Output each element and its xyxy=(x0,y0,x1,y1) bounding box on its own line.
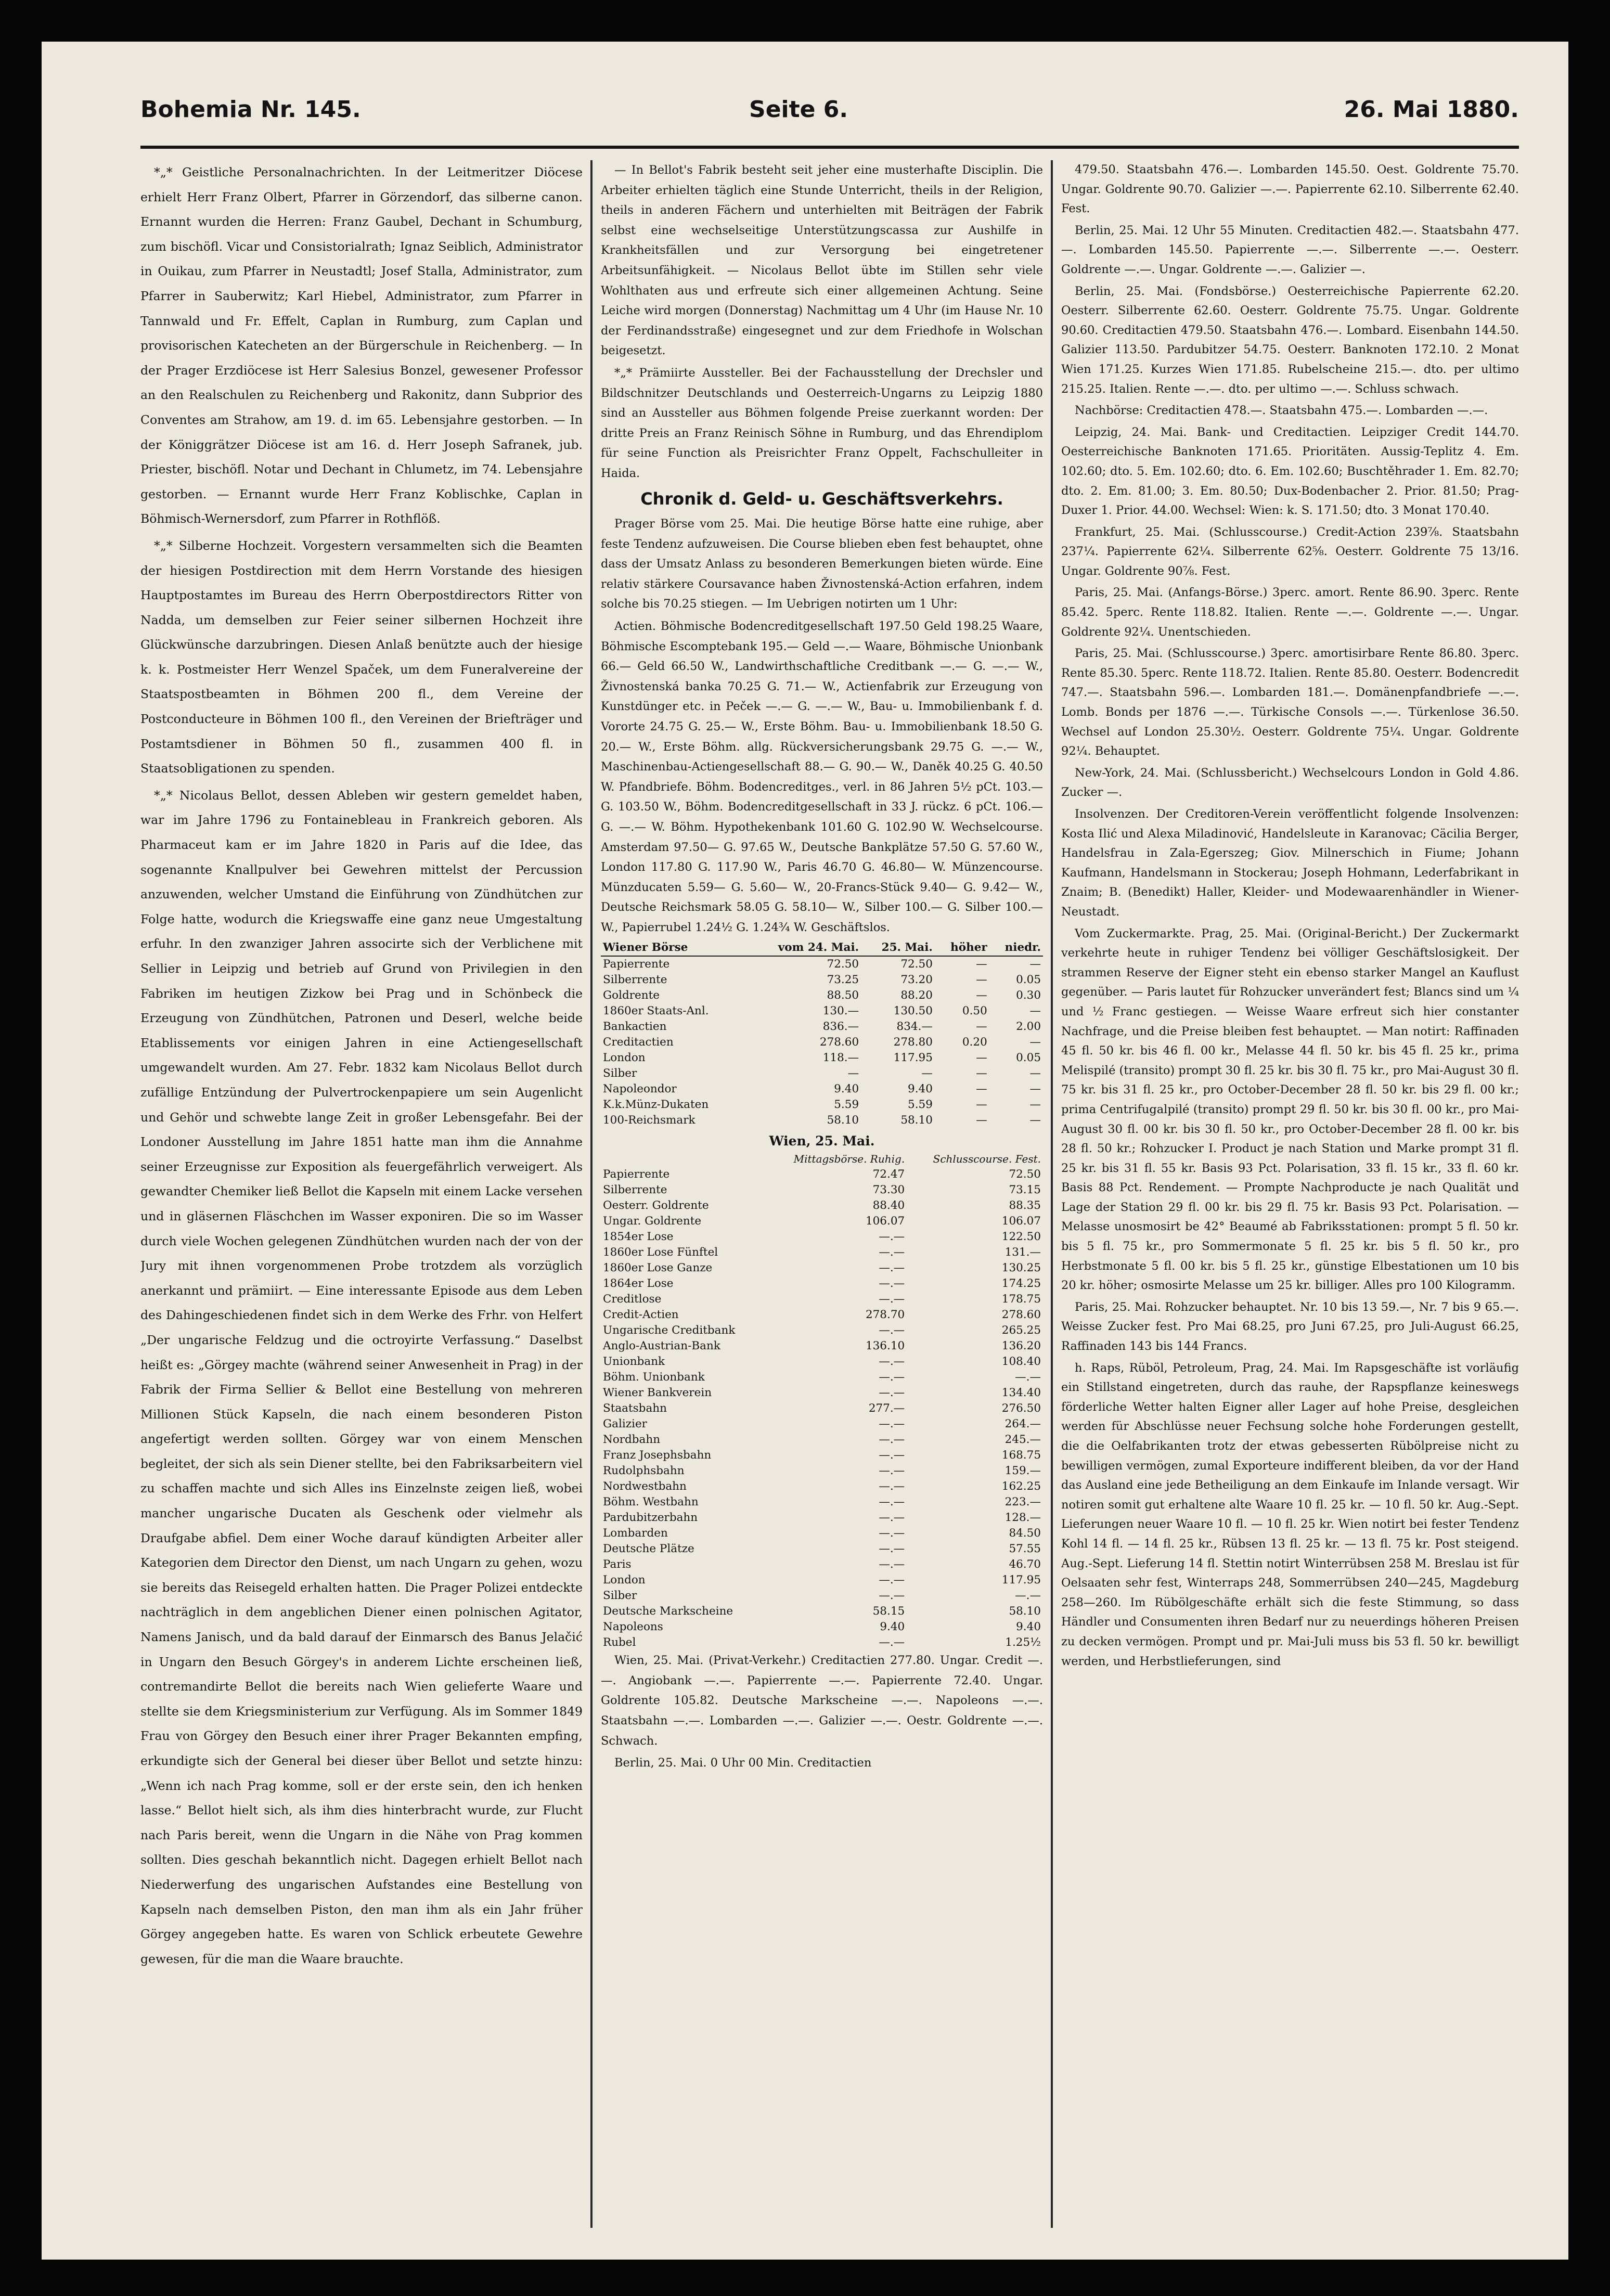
row-value: 168.75 xyxy=(1001,1449,1041,1462)
table-row xyxy=(601,1307,1043,1323)
row-value: — xyxy=(976,957,987,971)
row-label: Ungarische Creditbank xyxy=(603,1324,736,1337)
table-row xyxy=(601,972,1043,988)
row-value: —.— xyxy=(879,1589,905,1603)
masthead-issue: Bohemia Nr. 145. xyxy=(140,96,361,123)
row-value: — xyxy=(976,1098,987,1111)
prager-boerse-report: Prager Börse vom 25. Mai. Die heutige Börse hatte eine ruhige, aber feste Tendenz aufzuweisen. Die Course blieben eben fest behauptet, ohne dass der Umsatz Anlass zu besonderen Bemerkungen bieten würde. Eine relativ stärkere Coursavance haben Živnostenská-Action erfahren, indem solche bis 70.25 stiegen. — Im Uebrigen notirten um 1 Uhr: xyxy=(601,517,1043,611)
wien-table-body xyxy=(601,1167,1043,1650)
row-value: —.— xyxy=(879,1558,905,1571)
table-row xyxy=(601,1370,1043,1385)
table-row xyxy=(601,1113,1043,1128)
row-value: 88.50 xyxy=(827,988,859,1002)
row-label: K.k.Münz-Dukaten xyxy=(603,1098,709,1111)
row-value: 134.40 xyxy=(1001,1386,1041,1400)
row-value: 58.10 xyxy=(1009,1605,1041,1618)
article-silberne-hochzeit: *„* Silberne Hochzeit. Vorgestern versammelten sich die Beamten der hiesigen Postdirection mit dem Herrn Vorstande des hiesigen Hauptpostamtes im Bureau des Herrn Oberpostdirectors Ritter von Nadda, um demselben zur Feier seiner silbernen Hochzeit ihre Glückwünsche darzubringen. Diesen Anlaß benützte auch der hiesige k. k. Postmeister Herr Wenzel Spaček, um dem Funeralvereine der Staatspostbeamten in Böhmen 200 fl., dem Vereine der Postconducteure in Böhmen 100 fl., den Vereinen der Briefträger und Postamtsdiener in Böhmen 50 fl., zusammen 400 fl. in Staatsobligationen zu spenden. xyxy=(140,538,583,776)
row-value: 73.15 xyxy=(1009,1183,1041,1197)
row-value: — xyxy=(847,1066,859,1080)
row-value: 9.40 xyxy=(834,1082,859,1095)
table-row xyxy=(601,1432,1043,1448)
table-row xyxy=(601,1588,1043,1604)
row-value: 0.05 xyxy=(1016,1051,1041,1064)
table-row xyxy=(601,1385,1043,1401)
table-row xyxy=(601,1354,1043,1370)
table-row xyxy=(601,1541,1043,1557)
header-rule xyxy=(140,146,1519,149)
frankfurt-report: Frankfurt, 25. Mai. (Schlusscourse.) Credit-Action 239⅞. Staatsbahn 237¼. Papierrente 62¼. Silberrente 62⅝. Oesterr. Goldrente 75 13/16. Ungar. Goldrente 90⅞. Fest. xyxy=(1061,525,1519,578)
insolvenzen-article: Insolvenzen. Der Creditoren-Verein veröffentlicht folgende Insolvenzen: Kosta Ilić und Alexa Miladinović, Handelsleute in Karanovac; Cäcilia Berger, Handelsfrau in Zala-Egerszeg; Giov. Milnerschich in Fiume; Johann Kaufmann, Handelsmann in Stockerau; Joseph Hohmann, Lederfabrikant in Znaim; B. (Benedikt) Haller, Kleider- und Modewaarenhändler in Wiener-Neustadt. xyxy=(1061,807,1519,919)
row-label: Silber xyxy=(603,1589,637,1603)
row-label: Ungar. Goldrente xyxy=(603,1215,702,1228)
section-title-chronik: Chronik d. Geld- u. Geschäftsverkehrs. xyxy=(640,488,1003,509)
table-row xyxy=(601,1167,1043,1182)
row-label: Böhm. Westbahn xyxy=(603,1495,699,1509)
table-row xyxy=(601,1050,1043,1066)
row-value: — xyxy=(976,973,987,986)
table-row xyxy=(601,1463,1043,1479)
row-value: 9.40 xyxy=(908,1082,933,1095)
row-value: —.— xyxy=(879,1433,905,1447)
row-value: 88.35 xyxy=(1009,1199,1041,1213)
row-value: 72.50 xyxy=(1009,1168,1041,1181)
row-value: — xyxy=(1029,1098,1041,1111)
row-label: Creditlose xyxy=(603,1293,662,1306)
wien-table-title: Wien, 25. Mai. xyxy=(769,1133,875,1149)
row-value: 58.10 xyxy=(827,1113,859,1127)
row-label: Wiener Bankverein xyxy=(603,1386,712,1400)
row-value: 0.30 xyxy=(1016,988,1041,1002)
row-value: 130.— xyxy=(822,1004,859,1017)
row-value: 130.25 xyxy=(1001,1261,1041,1275)
row-value: 73.20 xyxy=(900,973,933,986)
row-value: 2.00 xyxy=(1016,1020,1041,1033)
table-row xyxy=(601,1479,1043,1494)
row-value: 0.50 xyxy=(962,1004,987,1017)
table-row xyxy=(601,988,1043,1003)
page-number: Seite 6. xyxy=(749,96,848,123)
table-header: Schlusscourse. Fest. xyxy=(933,1153,1041,1166)
row-value: 58.15 xyxy=(872,1605,905,1618)
table-header xyxy=(601,1151,767,1167)
row-label: Galizier xyxy=(603,1417,647,1431)
row-value: —.— xyxy=(879,1542,905,1556)
article-bellot-fabrik: — In Bellot's Fabrik besteht seit jeher eine musterhafte Disciplin. Die Arbeiter erhielten täglich eine Stunde Unterricht, theils in der Religion, theils in anderen Fächern und unterhielten mit Beiträgen der Fabrik selbst eine wechselseitige Unterstützungscassa zur Aushilfe in Krankheitsfällen und zur Versorgung bei eingetretener Arbeitsunfähigkeit. — Nicolaus Bellot übte im Stillen sehr viele Wohlthaten aus und erfreute sich einer allgemeinen Achtung. Seine Leiche wird morgen (Donnerstag) Nachmittag um 4 Uhr (im Hause Nr. 10 der Ferdinandsstraße) eingesegnet und zur dem Friedhofe in Wolschan beigesetzt. xyxy=(601,163,1043,358)
row-value: 278.70 xyxy=(865,1308,905,1322)
row-value: 122.50 xyxy=(1001,1230,1041,1244)
row-value: 5.59 xyxy=(908,1098,933,1111)
row-value: 73.30 xyxy=(872,1183,905,1197)
table-row xyxy=(601,1416,1043,1432)
row-value: —.— xyxy=(1015,1589,1041,1603)
row-value: 57.55 xyxy=(1009,1542,1041,1556)
row-label: Oesterr. Goldrente xyxy=(603,1199,709,1213)
table-row xyxy=(601,1066,1043,1081)
row-value: 88.40 xyxy=(872,1199,905,1213)
table-row xyxy=(601,1081,1043,1097)
row-value: 265.25 xyxy=(1001,1324,1041,1337)
page-header xyxy=(140,96,1519,143)
row-label: Paris xyxy=(603,1558,632,1571)
article-nicolaus-bellot: *„* Nicolaus Bellot, dessen Ableben wir gestern gemeldet haben, war im Jahre 1796 zu Fontainebleau in Frankreich geboren. Als Pharmaceut kam er im Jahre 1820 in Paris auf die Idee, das sogenannte Knallpulver bei Gewehren mittelst der Percussion anzuwenden, welcher Umstand die Einführung von Zündhütchen zur Folge hatte, wodurch die Kriegswaffe eine ganz neue Umgestaltung erfuhr. In den zwanziger Jahren associrte sich der Verblichene mit Sellier in Leipzig und betrieb auf Grund von Privilegien in den Fabriken im heutigen Zizkow bei Prag und in Schönbeck die Erzeugung von Zündhütchen, Patronen und Deserl, welche beide Etablissements vor einigen Jahren in eine Actiengesellschaft umgewandelt wurden. Am 27. Febr. 1832 kam Nicolaus Bellot durch zufällige Entzündung der Pulvertrockenpapiere um sein Augenlicht und Gehör und schwebte lange Zeit in großer Lebensgefahr. Bei der Londoner Ausstellung im Jahre 1851 hatte man ihm die Annahme seiner Erzeugnisse zur Exposition als feuergefährlich verweigert. Als gewandter Chemiker ließ Bellot die Kapseln mit einem Lacke versehen und in gläsernen Fläschchen im Wasser exponiren. Die so im Wasser durch viele Wochen gelegenen Zündhütchen wurden nach der von der Jury mit ihnen vorgenommenen Probe trotzdem als vorzüglich anerkannt und prämiirt. — Eine interessante Episode aus dem Leben des Dahingeschiedenen findet sich in dem Werke des Frhr. von Helfert „Der ungarische Feldzug und die octroyirte Verfassung.“ Daselbst heißt es: „Görgey machte (während seiner Anwesenheit in Prag) in der Fabrik der Firma Sellier & Bellot eine Bestellung von mehreren Millionen Stück Kapseln, die nach einem besonderen Piston angefertigt werden sollten. Görgey war von einem Menschen begleitet, der sich als sein Diener stellte, bei den Fabriksarbeitern viel zu schaffen machte und sich Alles ins Einzelnste zeigen ließ, wobei mancher ungarische Ducaten als Geschenk oder vielmehr als Draufgabe abfiel. Dem einer Woche darauf kündigten Arbeiter aller Kategorien dem Director den Dienst, um nach Ungarn zu gehen, wozu sie bereits das Reisegeld erhalten hatten. Die Prager Polizei entdeckte nachträglich in dem angeblichen Diener einen polnischen Agitator, Namens Janisch, und da bald darauf der Einmarsch des Banus Jelačić in Ungarn den Besuch Görgey's in anderem Lichte erscheinen ließ, contremandirte Bellot die bereits nach Wien gelieferte Waare und stellte sie dem Kriegsministerium zur Verfügung. Als im Sommer 1849 Frau von Görgey den Besuch einer ihrer Prager Bekannten empfing, erkundigte sich der General bei dieser über Bellot und setzte hinzu: „Wenn ich nach Prag komme, soll er der erste sein, den ich henken lasse.“ Bellot hielt sich, als ihm dies hinterbracht wurde, zur Flucht nach Paris bereit, wenn die Ungarn in die Nähe von Prag kommen sollten. Dies geschah bekanntlich nicht. Dagegen erhielt Bellot nach Niederwerfung des ungarischen Aufstandes eine Bestellung von Kapseln nach demselben Piston, den man ihm als ein Jahr früher Görgey angegeben hatte. Es waren von Schlick erbeutete Gewehre gewesen, für die man die Waare brauchte. xyxy=(140,788,583,1966)
table-header: Wiener Börse xyxy=(601,940,748,956)
row-value: 1.25½ xyxy=(1005,1636,1041,1649)
table-header: vom 24. Mai. xyxy=(748,940,861,956)
row-value: 130.50 xyxy=(893,1004,933,1017)
row-value: 836.— xyxy=(822,1020,859,1033)
table-row xyxy=(601,1323,1043,1338)
row-label: Böhm. Unionbank xyxy=(603,1371,705,1384)
row-value: —.— xyxy=(879,1495,905,1509)
row-value: —.— xyxy=(879,1355,905,1369)
table-row xyxy=(601,1276,1043,1292)
paris-opening-report: Paris, 25. Mai. (Anfangs-Börse.) 3perc. amort. Rente 86.90. 3perc. Rente 85.42. 5perc. Rente 118.82. Italien. Rente —.—. Goldrente —.—. Ungar. Goldrente 92¼. Unentschieden. xyxy=(1061,586,1519,639)
row-value: 58.10 xyxy=(900,1113,933,1127)
row-value: 73.25 xyxy=(827,973,859,986)
row-label: Rubel xyxy=(603,1636,636,1649)
column-divider-1 xyxy=(590,160,593,2228)
row-value: 245.— xyxy=(1004,1433,1041,1447)
row-label: Pardubitzerbahn xyxy=(603,1511,698,1525)
row-value: 128.— xyxy=(1004,1511,1041,1525)
row-value: 223.— xyxy=(1004,1495,1041,1509)
row-label: Nordwestbahn xyxy=(603,1480,687,1493)
row-value: 9.40 xyxy=(880,1620,905,1634)
newspaper-page xyxy=(42,42,1568,2260)
wien-privat-verkehr: Wien, 25. Mai. (Privat-Verkehr.) Creditactien 277.80. Ungar. Credit —.—. Angiobank —.—. Papierrente —.—. Papierrente 72.40. Ungar. Goldrente 105.82. Deutsche Markscheine —.—. Napoleons —.—. Staatsbahn —.—. Lombarden —.—. Galizier —.—. Oestr. Goldrente —.—. Schwach. xyxy=(601,1654,1043,1748)
table-row xyxy=(601,1401,1043,1416)
table-row xyxy=(601,1214,1043,1229)
row-label: Papierrente xyxy=(603,957,670,971)
row-value: —.— xyxy=(879,1464,905,1478)
row-value: 88.20 xyxy=(900,988,933,1002)
table-row xyxy=(601,1572,1043,1588)
row-label: 100-Reichsmark xyxy=(603,1113,695,1127)
row-value: — xyxy=(921,1066,933,1080)
row-value: — xyxy=(976,988,987,1002)
row-value: —.— xyxy=(879,1261,905,1275)
wiener-table-body xyxy=(601,956,1043,1128)
new-york-report: New-York, 24. Mai. (Schlussbericht.) Wechselcours London in Gold 4.86. Zucker —. xyxy=(1061,766,1519,799)
row-label: Franz Josephsbahn xyxy=(603,1449,712,1462)
row-label: Nordbahn xyxy=(603,1433,661,1447)
row-value: —.— xyxy=(879,1277,905,1291)
berlin-fondsboerse-report: Berlin, 25. Mai. (Fondsbörse.) Oesterreichische Papierrente 62.20. Oesterr. Silberrente 62.60. Oesterr. Goldrente 75.75. Ungar. Goldrente 90.60. Creditactien 479.50. Staatsbahn 476.—. Lombard. Eisenbahn 144.50. Galizier 113.50. Pardubitzer 54.75. Oesterr. Banknoten 172.10. 2 Monat Wien 171.25. Kurzes Wien 171.85. Rubelscheine 215.—. dto. per ultimo 215.25. Italien. Rente —.—. dto. per ultimo —.—. Schluss schwach. xyxy=(1061,284,1519,396)
row-value: — xyxy=(1029,1035,1041,1049)
row-label: Deutsche Markscheine xyxy=(603,1605,733,1618)
row-value: 136.10 xyxy=(865,1339,905,1353)
row-value: — xyxy=(976,1082,987,1095)
row-value: 46.70 xyxy=(1009,1558,1041,1571)
row-value: 278.80 xyxy=(893,1035,933,1049)
row-value: — xyxy=(1029,1082,1041,1095)
row-value: — xyxy=(1029,957,1041,971)
article-personalnachrichten: *„* Geistliche Personalnachrichten. In der Leitmeritzer Diöcese erhielt Herr Franz Olbert, Pfarrer in Görzendorf, das silberne canon. Ernannt wurden die Herren: Franz Gaubel, Dechant in Schumburg, zum bischöfl. Vicar und Consistorialrath; Ignaz Seiblich, Administrator in Ouikau, zum Pfarrer in Neustadtl; Josef Stalla, Administrator, zum Pfarrer in Sauberwitz; Karl Hiebel, Administrator, zum Pfarrer in Tannwald und Fr. Effelt, Caplan in Rumburg, zum Caplan und provisorischen Katecheten an der Bürgerschule in Reichenberg. — In der Prager Erzdiöcese ist Herr Salesius Bonzel, gewesener Professor an den Realschulen zu Reichenberg und Rakonitz, dann Subprior des Conventes am Strahow, am 19. d. im 65. Lebensjahre gestorben. — In der Königgrätzer Diöcese ist am 16. d. Herr Joseph Safranek, jub. Priester, bischöfl. Notar und Dechant in Chlumetz, im 74. Lebensjahre gestorben. — Ernannt wurde Herr Franz Koblischke, Caplan in Böhmisch-Wernersdorf, zum Pfarrer in Rothflöß. xyxy=(140,165,583,526)
row-value: —.— xyxy=(879,1449,905,1462)
table-row xyxy=(601,1292,1043,1307)
raps-rueboel-article: h. Raps, Rüböl, Petroleum, Prag, 24. Mai. Im Rapsgeschäfte ist vorläufig ein Stillstand eingetreten, durch das rauhe, der Rapspflanze keineswegs förderliche Wetter halten Eigner aller Lager auf hohe Preise, desgleichen werden für Abschlüsse neuer Fechsung solche hohe Forderungen gestellt, die die Oelfabrikanten trotz der etwas gebesserten Rübölpreise nicht zu bewilligen vermögen, zumal Exporteure indifferent bleiben, da vor der Hand das Ausland eine jede Betheiligung an dem Einkaufe im Inlande versagt. Wir notiren somit gut erhaltene alte Waare 10 fl. 25 kr. — 10 fl. 50 kr. Aug.-Sept. Lieferungen neuer Waare 10 fl. — 10 fl. 25 kr. Wien notirt bei fester Tendenz Kohl 14 fl. — 14 fl. 25 kr., Rübsen 13 fl. 25 kr. — 13 fl. 75 kr. Post steigend. Aug.-Sept. Lieferung 14 fl. Stettin notirt Winterrübsen 258 M. Breslau ist für Oelsaaten sehr fest, Winterraps 248, Sommerrübsen 240—245, Magdeburg 258—260. Im Rübölgeschäfte erhält sich die feste Stimmung, so dass Händler und Consumenten ihren Bedarf nur zu neuerdings höheren Preisen zu decken vermögen. Prompt und pr. Mai-Juli muss bis 53 fl. 50 kr. bewilligt werden, und Herbstlieferungen, sind xyxy=(1061,1361,1519,1668)
row-label: Silberrente xyxy=(603,1183,667,1197)
row-label: Bankactien xyxy=(603,1020,667,1033)
table-row xyxy=(601,1019,1043,1035)
row-value: — xyxy=(1029,1066,1041,1080)
row-value: 276.50 xyxy=(1001,1402,1041,1415)
table-header: höher xyxy=(935,940,989,956)
row-label: Rudolphsbahn xyxy=(603,1464,685,1478)
zuckermarkt-article: Vom Zuckermarkte. Prag, 25. Mai. (Original-Bericht.) Der Zuckermarkt verkehrte heute in ruhiger Tendenz bei völliger Geschäftslosigkeit. Der strammen Reserve der Eigner steht ein ebenso starker Mangel an Kauflust gegenüber. — Paris lautet für Rohzucker unverändert fest; Blancs sind um ¼ und ½ Franc gestiegen. — Weisse Waare erfreut sich hier constanter Nachfrage, und die Preise bleiben fest behauptet. — Man notirt: Raffinaden 45 fl. 50 kr. bis 46 fl. 00 kr., Melasse 44 fl. 50 kr. bis 45 fl. 25 kr., prima Melispilé (transito) prompt 30 fl. 25 kr. bis 30 fl. 75 kr., pro Mai-August 30 fl. 75 kr. bis 31 fl. 25 kr., pro October-December 28 fl. 50 kr. bis 29 fl. 00 kr.; prima Centrifugalpilé (transito) prompt 29 fl. 50 kr. bis 30 fl. 00 kr., pro Mai-August 30 fl. 00 kr. bis 30 fl. 50 kr., pro October-December 28 fl. 00 kr. bis 28 fl. 50 kr.; Rohzucker I. Product je nach Station und Marke prompt 31 fl. 25 kr. bis 31 fl. 55 kr. Basis 93 Pct. Polarisation, 33 fl. 15 kr., 33 fl. 60 kr. Basis 88 Pct. Rendement. — Prompte Nachproducte je nach Qualität und Lage der Station 29 fl. 00 kr. bis 29 fl. 75 kr. Basis 93 Pct. Polarisation. — Melasse unosmosirt be 42° Beaumé ab Fabriksstationen: prompt 5 fl. 50 kr. bis 5 fl. 75 kr., pro Sommermonate 5 fl. 25 kr. bis 5 fl. 50 kr., pro Herbstmonate 5 fl. 00 kr. bis 5 fl. 25 kr., günstige Elbestationen um 10 bis 20 kr. höher; osmosirte Melasse um 25 kr. billiger. Alles pro 100 Kilogramm. xyxy=(1061,926,1519,1293)
wiener-boerse-table xyxy=(601,940,1043,1128)
table-row xyxy=(601,1245,1043,1260)
row-value: 131.— xyxy=(1004,1246,1041,1259)
row-value: 278.60 xyxy=(1001,1308,1041,1322)
row-label: Lombarden xyxy=(603,1527,668,1540)
row-label: Napoleons xyxy=(603,1620,663,1634)
row-label: Unionbank xyxy=(603,1355,665,1369)
table-row xyxy=(601,1097,1043,1113)
row-value: —.— xyxy=(879,1371,905,1384)
row-value: 5.59 xyxy=(834,1098,859,1111)
row-value: —.— xyxy=(879,1636,905,1649)
row-value: 108.40 xyxy=(1001,1355,1041,1369)
row-value: 264.— xyxy=(1004,1417,1041,1431)
row-value: 117.95 xyxy=(1001,1573,1041,1587)
row-value: 84.50 xyxy=(1009,1527,1041,1540)
table-row xyxy=(601,956,1043,972)
table-row xyxy=(601,1557,1043,1572)
row-label: Anglo-Austrian-Bank xyxy=(603,1339,720,1353)
row-value: — xyxy=(976,1113,987,1127)
row-value: —.— xyxy=(879,1511,905,1525)
row-value: —.— xyxy=(1015,1371,1041,1384)
table-row xyxy=(601,1035,1043,1050)
row-label: 1860er Lose Fünftel xyxy=(603,1246,718,1259)
wien-courses-table xyxy=(601,1151,1043,1650)
table-row xyxy=(601,1510,1043,1526)
row-value: —.— xyxy=(879,1527,905,1540)
table-row xyxy=(601,1338,1043,1354)
article-praemiirte-aussteller: *„* Prämiirte Aussteller. Bei der Fachausstellung der Drechsler und Bildschnitzer Deutschlands und Oesterreich-Ungarns zu Leipzig 1880 sind an Aussteller aus Böhmen folgende Preise zuerkannt worden: Der dritte Preis an Franz Reinisch Söhne in Rumburg, und das Ehrendiplom für seine Function als Preisrichter Franz Oppelt, Fachschulleiter in Haida. xyxy=(601,366,1043,480)
table-row xyxy=(601,1182,1043,1198)
column-3 xyxy=(1061,160,1519,2230)
row-value: 834.— xyxy=(896,1020,933,1033)
table-row xyxy=(601,1260,1043,1276)
row-value: 106.07 xyxy=(865,1215,905,1228)
row-label: Goldrente xyxy=(603,988,660,1002)
column-divider-2 xyxy=(1051,160,1053,2228)
row-value: —.— xyxy=(879,1230,905,1244)
row-label: Silberrente xyxy=(603,973,667,986)
row-value: — xyxy=(1029,1113,1041,1127)
row-value: 162.25 xyxy=(1001,1480,1041,1493)
row-value: — xyxy=(976,1051,987,1064)
paris-zucker-report: Paris, 25. Mai. Rohzucker behauptet. Nr. 10 bis 13 59.—, Nr. 7 bis 9 65.—. Weisse Zucker fest. Pro Mai 68.25, pro Juni 67.25, pro Juli-August 66.25, Raffinaden 143 bis 144 Francs. xyxy=(1061,1300,1519,1353)
row-label: 1860er Lose Ganze xyxy=(603,1261,713,1275)
row-value: 9.40 xyxy=(1016,1620,1041,1634)
table-row xyxy=(601,1198,1043,1214)
table-row xyxy=(601,1229,1043,1245)
row-value: — xyxy=(976,1020,987,1033)
row-value: —.— xyxy=(879,1324,905,1337)
column-2 xyxy=(601,160,1043,2230)
row-value: 106.07 xyxy=(1001,1215,1041,1228)
row-value: —.— xyxy=(879,1573,905,1587)
table-row xyxy=(601,1003,1043,1019)
row-value: —.— xyxy=(879,1417,905,1431)
column-1 xyxy=(140,160,583,2230)
table-row xyxy=(601,1448,1043,1463)
paris-closing-report: Paris, 25. Mai. (Schlusscourse.) 3perc. amortisirbare Rente 86.80. 3perc. Rente 85.30. 5perc. Rente 118.72. Italien. Rente 85.80. Oesterr. Bodencredit 747.—. Staatsbahn 596.—. Lombarden 181.—. Domänenpfandbriefe —.—. Lomb. Bonds per 1876 —.—. Türkische Consols —.—. Türkenlose 36.50. Wechsel auf London 25.30½. Oesterr. Goldrente 75¼. Ungar. Goldrente 92¼. Behauptet. xyxy=(1061,647,1519,758)
row-value: 0.05 xyxy=(1016,973,1041,986)
row-value: 178.75 xyxy=(1001,1293,1041,1306)
row-value: 174.25 xyxy=(1001,1277,1041,1291)
row-label: Credit-Actien xyxy=(603,1308,679,1322)
berlin-midday-report: Berlin, 25. Mai. 12 Uhr 55 Minuten. Creditactien 482.—. Staatsbahn 477.—. Lombarden 145.50. Papierrente —.—. Silberrente —.—. Oesterr. Goldrente —.—. Ungar. Goldrente —.—. Galizier —. xyxy=(1061,223,1519,276)
table-header: 25. Mai. xyxy=(861,940,935,956)
row-label: 1864er Lose xyxy=(603,1277,674,1291)
row-value: 136.20 xyxy=(1001,1339,1041,1353)
table-row xyxy=(601,1494,1043,1510)
row-label: Napoleondor xyxy=(603,1082,677,1095)
row-label: Staatsbahn xyxy=(603,1402,667,1415)
issue-date: 26. Mai 1880. xyxy=(1344,96,1519,123)
row-value: 0.20 xyxy=(962,1035,987,1049)
leipzig-report: Leipzig, 24. Mai. Bank- und Creditactien. Leipziger Credit 144.70. Oesterreichische Banknoten 171.65. Prioritäten. Aussig-Teplitz 4. Em. 102.60; dto. 5. Em. 102.60; dto. 6. Em. 102.60; Buschtěhrader 1. Em. 82.70; dto. 2. Em. 81.00; 3. Em. 80.50; Dux-Bodenbacher 2. Prior. 81.50; Prag-Duxer 1. Prior. 44.00. Wechsel: Wien: k. S. 171.50; dto. 3 Monat 170.40. xyxy=(1061,425,1519,518)
row-label: 1860er Staats-Anl. xyxy=(603,1004,709,1017)
table-header: Mittagsbörse. Ruhig. xyxy=(793,1153,905,1166)
row-label: 1854er Lose xyxy=(603,1230,674,1244)
berlin-nachboerse: Nachbörse: Creditactien 478.—. Staatsbahn 475.—. Lombarden —.—. xyxy=(1075,404,1488,418)
table-row xyxy=(601,1604,1043,1619)
row-value: 278.60 xyxy=(819,1035,859,1049)
row-value: 118.— xyxy=(822,1051,859,1064)
row-label: London xyxy=(603,1573,646,1587)
row-value: 72.50 xyxy=(900,957,933,971)
row-value: 277.— xyxy=(868,1402,905,1415)
row-value: 72.50 xyxy=(827,957,859,971)
berlin-continuation: 479.50. Staatsbahn 476.—. Lombarden 145.50. Oest. Goldrente 75.70. Ungar. Goldrente 90.70. Galizier —.—. Papierrente 62.10. Silberrente 62.40. Fest. xyxy=(1061,163,1519,216)
table-row xyxy=(601,1635,1043,1650)
row-value: —.— xyxy=(879,1246,905,1259)
row-label: Silber xyxy=(603,1066,637,1080)
row-value: —.— xyxy=(879,1480,905,1493)
table-row xyxy=(601,1526,1043,1541)
row-value: — xyxy=(976,1066,987,1080)
table-header: niedr. xyxy=(989,940,1043,956)
row-value: —.— xyxy=(879,1386,905,1400)
row-value: 72.47 xyxy=(872,1168,905,1181)
berlin-creditactien: Berlin, 25. Mai. 0 Uhr 00 Min. Creditactien xyxy=(614,1756,872,1770)
row-value: 159.— xyxy=(1004,1464,1041,1478)
row-label: London xyxy=(603,1051,646,1064)
row-label: Deutsche Plätze xyxy=(603,1542,694,1556)
row-label: Creditactien xyxy=(603,1035,674,1049)
prager-boerse-quotes: Actien. Böhmische Bodencreditgesellschaft 197.50 Geld 198.25 Waare, Böhmische Escomptebank 195.— Geld —.— Waare, Böhmische Unionbank 66.— Geld 66.50 W., Landwirthschaftliche Creditbank —.— G. —.— W., Živnostenská banka 70.25 G. 71.— W., Actienfabrik zur Erzeugung von Kunstdünger etc. in Peček —.— G. —.— W., Bau- u. Immobilienbank f. d. Vororte 24.75 G. 25.— W., Erste Böhm. Bau- u. Immobilienbank 18.50 G. 20.— W., Erste Böhm. allg. Rückversicherungsbank 29.75 G. —.— W., Maschinenbau-Actiengesellschaft 88.— G. 90.— W., Daněk 40.25 G. 40.50 W. Pfandbriefe. Böhm. Bodencreditges., verl. in 86 Jahren 5½ pCt. 103.— G. 103.50 W., Böhm. Bodencreditgesellschaft in 33 J. rückz. 6 pCt. 106.— G. —.— W. Böhm. Hypothekenbank 101.60 G. 102.90 W. Wechselcourse. Amsterdam 97.50— G. 97.65 W., Deutsche Bankplätze 57.50 G. 57.60 W., London 117.80 G. 117.90 W., Paris 46.70 G. 46.80— W. Münzencourse. Münzducaten 5.59— G. 5.60— W., 20-Francs-Stück 9.40— G. 9.42— W., Deutsche Reichsmark 58.05 G. 58.10— W., Silber 100.— G. Silber 100.— W., Papierrubel 1.24½ G. 1.24¾ W. Geschäftslos. xyxy=(601,620,1043,934)
row-value: —.— xyxy=(879,1293,905,1306)
row-value: 117.95 xyxy=(893,1051,933,1064)
table-row xyxy=(601,1619,1043,1635)
row-value: — xyxy=(1029,1004,1041,1017)
row-label: Papierrente xyxy=(603,1168,670,1181)
